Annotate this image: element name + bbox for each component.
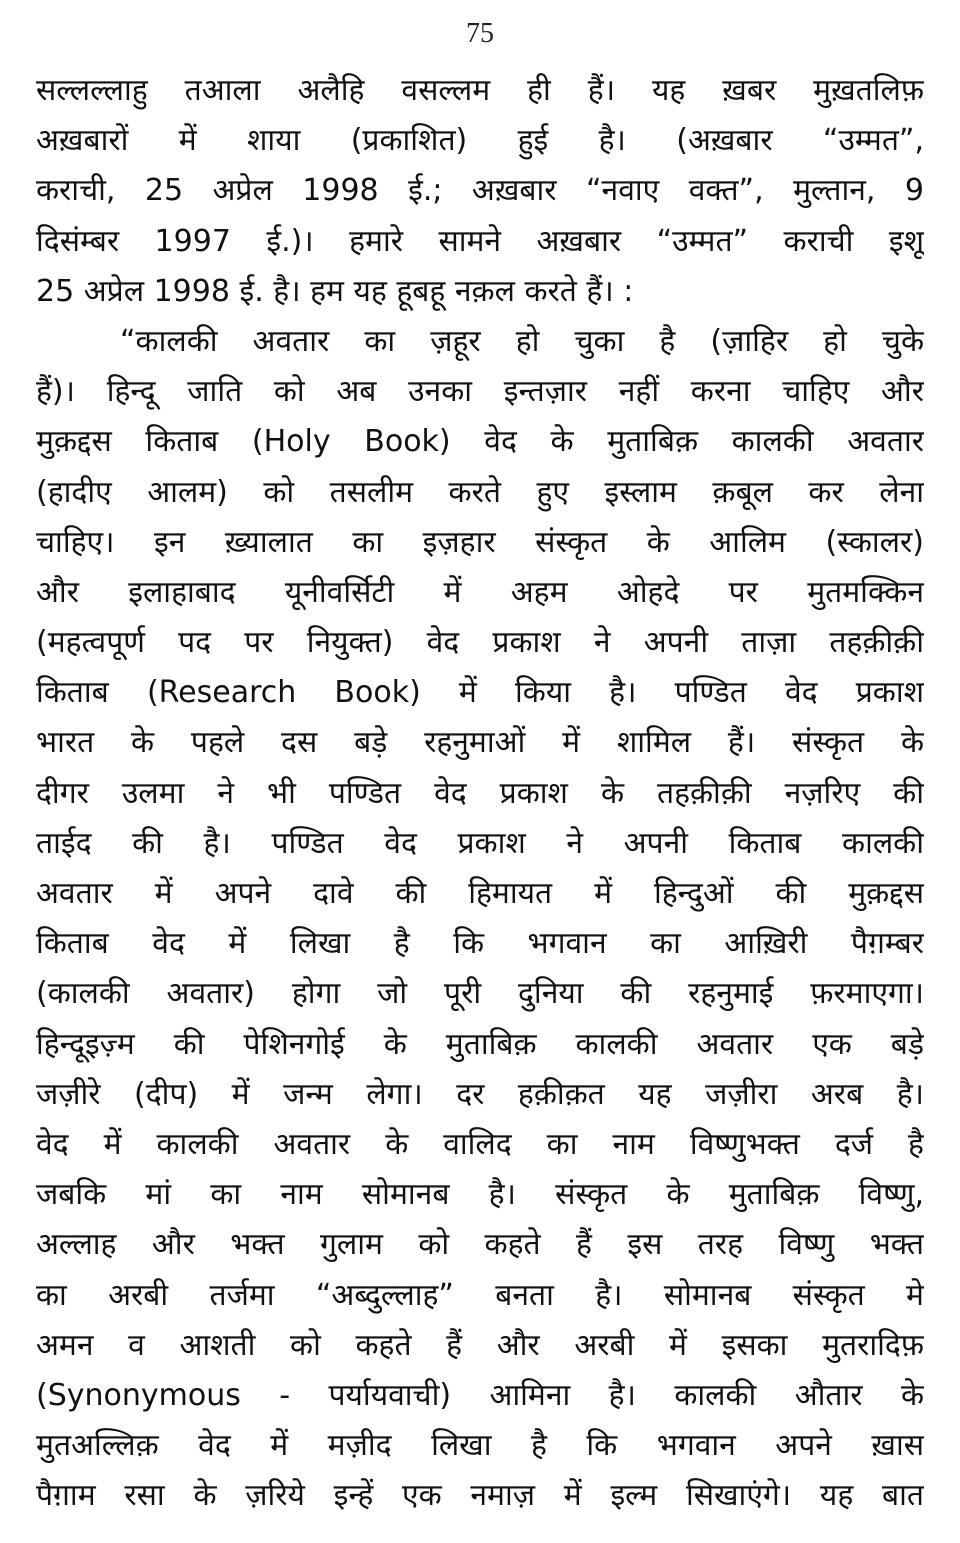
text-line: पैग़ाम रसा के ज़रिये इन्हें एक नमाज़ में इल्म सिखाएंगे। यह बात	[36, 1478, 924, 1514]
text-line: (Synonymous - पर्यायवाची) आमिना है। कालकी औतार के	[36, 1377, 924, 1413]
text-line: हिन्दूइज़्म की पेशिनगोई के मुताबिक़ कालकी अवतार एक बड़े	[36, 1026, 924, 1062]
text-line: दिसंम्बर 1997 ई.)। हमारे सामने अख़बार “उम्मत” कराची इशू	[36, 223, 924, 259]
text-line: किताब वेद में लिखा है कि भगवान का आख़िरी पैग़म्बर	[36, 926, 924, 962]
text-line: कराची, 25 अप्रेल 1998 ई.; अख़बार “नवाए वक्त”, मुल्तान, 9	[36, 173, 924, 209]
text-line: (महत्वपूर्ण पद पर नियुक्त) वेद प्रकाश ने अपनी ताज़ा तहक़ीक़ी	[36, 625, 924, 661]
text-line-paragraph-start: “कालकी अवतार का ज़हूर हो चुका है (ज़ाहिर हो चुके	[120, 323, 924, 359]
text-line: का अरबी तर्जमा “अब्दुल्लाह” बनता है। सोमानब संस्कृत मे	[36, 1277, 924, 1313]
text-line: अमन व आशती को कहते हैं और अरबी में इसका मुतरादिफ़	[36, 1327, 924, 1363]
text-line: हैं)। हिन्दू जाति को अब उनका इन्तज़ार नहीं करना चाहिए और	[36, 374, 924, 410]
text-line: मुक़द्दस किताब (Holy Book) वेद के मुताबिक़ कालकी अवतार	[36, 424, 924, 460]
text-line: वेद में कालकी अवतार के वालिद का नाम विष्णुभक्त दर्ज है	[36, 1126, 924, 1162]
text-line: (हादीए आलम) को तसलीम करते हुए इस्लाम क़बूल कर लेना	[36, 474, 924, 510]
text-line: किताब (Research Book) में किया है। पण्डित वेद प्रकाश	[36, 675, 924, 711]
text-line: अख़बारों में शाया (प्रकाशित) हुई है। (अख़बार “उम्मत”,	[36, 123, 924, 159]
text-line: जबकि मां का नाम सोमानब है। संस्कृत के मुताबिक़ विष्णु,	[36, 1177, 924, 1213]
text-line: अल्लाह और भक्त गुलाम को कहते हैं इस तरह विष्णु भक्त	[36, 1227, 924, 1263]
text-line: (कालकी अवतार) होगा जो पूरी दुनिया की रहनुमाई फ़रमाएगा।	[36, 976, 924, 1012]
page-number: 75	[466, 18, 494, 49]
text-line: मुतअल्लिक़ वेद में मज़ीद लिखा है कि भगवान अपने ख़ास	[36, 1428, 924, 1464]
text-line: दीगर उलमा ने भी पण्डित वेद प्रकाश के तहक़ीक़ी नज़रिए की	[36, 775, 924, 811]
text-line: जज़ीरे (दीप) में जन्म लेगा। दर हक़ीक़त यह जज़ीरा अरब है।	[36, 1076, 924, 1112]
text-line: चाहिए। इन ख़्यालात का इज़हार संस्कृत के आलिम (स्कालर)	[36, 524, 924, 560]
body-text	[36, 66, 924, 1521]
text-line: सल्लल्लाहु तआला अलैहि वसल्लम ही हैं। यह ख़बर मुख़तलिफ़	[36, 73, 924, 108]
text-line: और इलाहाबाद यूनीवर्सिटी में अहम ओहदे पर मुतमक्किन	[36, 574, 924, 610]
text-line: ताईद की है। पण्डित वेद प्रकाश ने अपनी किताब कालकी	[36, 825, 924, 861]
text-line: भारत के पहले दस बड़े रहनुमाओं में शामिल हैं। संस्कृत के	[36, 725, 924, 761]
text-line: 25 अप्रेल 1998 ई. है। हम यह हूबहू नक़ल करते हैं। :	[36, 273, 634, 309]
text-line: अवतार में अपने दावे की हिमायत में हिन्दुओं की मुक़द्दस	[36, 876, 924, 911]
